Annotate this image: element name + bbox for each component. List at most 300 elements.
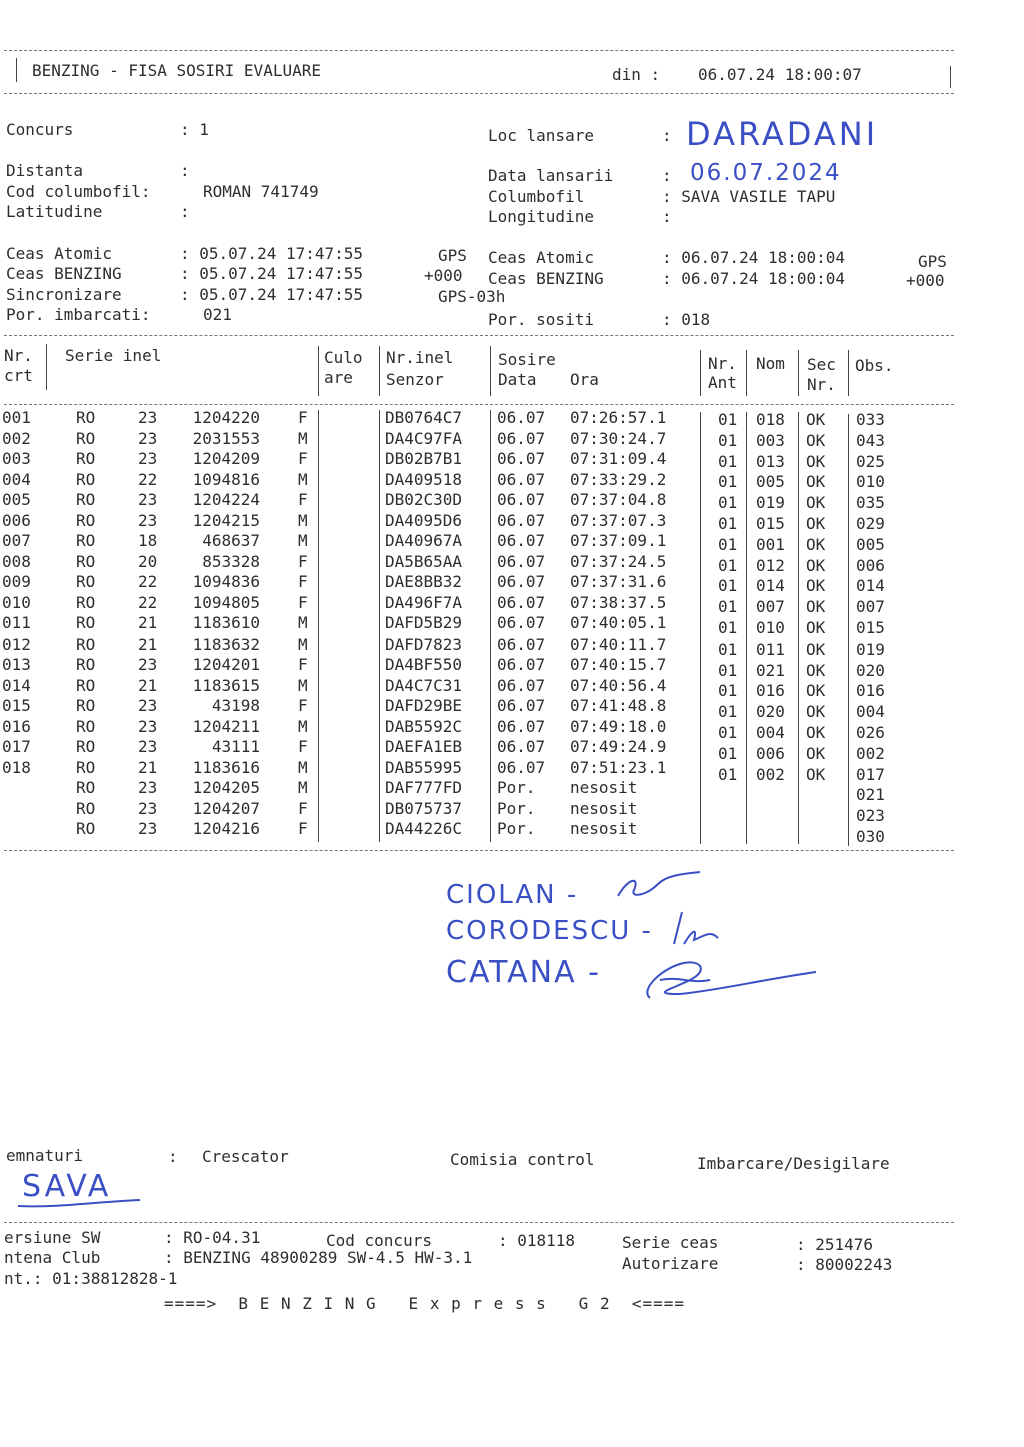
cell-nr-crt: 008 bbox=[2, 551, 31, 571]
commission-name-2: CORODESCU - bbox=[446, 916, 653, 946]
cell-time: nesosit bbox=[570, 798, 638, 818]
cell-time: 07:51:23.1 bbox=[570, 757, 667, 777]
table-top-rule bbox=[4, 335, 954, 336]
cell-sensor: DAFD5B29 bbox=[385, 613, 463, 632]
cell-ring-number: 1183610 bbox=[192, 613, 260, 632]
cell-nr-crt: 006 bbox=[2, 510, 31, 530]
benzing-brand-line: ====> B E N Z I N G E x p r e s s G 2 <==== bbox=[164, 1294, 686, 1313]
cell-antenna: 01 bbox=[718, 555, 738, 575]
por-imbarcati-label: Por. imbarcati: bbox=[6, 305, 151, 324]
cell-year: 23 bbox=[138, 408, 158, 427]
cell-date: 06.07 bbox=[497, 531, 546, 550]
cell-sec: OK bbox=[806, 702, 826, 722]
cell-year: 23 bbox=[138, 510, 158, 530]
ceas-atomic-left-suffix: GPS bbox=[438, 246, 467, 265]
cell-country: RO bbox=[76, 675, 96, 695]
cell-antenna: 01 bbox=[718, 618, 738, 637]
cell-obs: 017 bbox=[856, 764, 885, 784]
cell-nom: 007 bbox=[756, 597, 785, 617]
cell-sex: M bbox=[298, 716, 308, 736]
table-header-rule bbox=[4, 404, 954, 405]
cell-year: 22 bbox=[138, 572, 158, 591]
cell-country: RO bbox=[76, 469, 96, 489]
col-divider bbox=[379, 346, 380, 396]
cell-obs: 015 bbox=[856, 618, 885, 637]
signature-mark-2 bbox=[664, 904, 734, 954]
cell-nr-crt: 014 bbox=[2, 675, 31, 695]
cell-sex: F bbox=[298, 551, 308, 571]
cell-obs: 030 bbox=[856, 827, 885, 846]
cell-nr-crt: 009 bbox=[2, 572, 31, 591]
cell-date: 06.07 bbox=[497, 428, 546, 448]
cell-time: nesosit bbox=[570, 819, 638, 838]
cell-date: 06.07 bbox=[497, 675, 546, 695]
antena-club-value: : BENZING 48900289 SW-4.5 HW-3.1 bbox=[164, 1248, 473, 1267]
cell-sex: M bbox=[298, 757, 308, 777]
col-culoare-header-1: Culo bbox=[324, 348, 363, 367]
cell-sex: M bbox=[298, 613, 308, 632]
cell-antenna: 01 bbox=[718, 534, 738, 554]
cell-time: 07:37:31.6 bbox=[570, 572, 667, 591]
cell-year: 23 bbox=[138, 778, 158, 797]
table-bottom-rule bbox=[4, 850, 954, 851]
cell-date: 06.07 bbox=[497, 469, 546, 489]
cell-time: 07:38:37.5 bbox=[570, 592, 667, 612]
footer-rule bbox=[4, 1222, 954, 1223]
cell-sensor: DA4095D6 bbox=[385, 510, 463, 530]
signature-mark-1 bbox=[610, 868, 720, 908]
cell-country: RO bbox=[76, 592, 96, 612]
cell-ring-number: 1094836 bbox=[192, 572, 260, 591]
cell-year: 22 bbox=[138, 469, 158, 489]
cell-sex: F bbox=[298, 490, 308, 509]
cell-time: 07:40:15.7 bbox=[570, 655, 667, 674]
cell-year: 23 bbox=[138, 449, 158, 468]
cell-antenna: 01 bbox=[718, 514, 738, 533]
loc-lansare-colon: : bbox=[662, 126, 672, 145]
cell-obs: 004 bbox=[856, 702, 885, 722]
cell-obs: 006 bbox=[856, 555, 885, 575]
cell-sec: OK bbox=[806, 681, 826, 701]
cell-sec: OK bbox=[806, 597, 826, 617]
col-divider bbox=[490, 410, 491, 842]
cell-sensor: DAFD29BE bbox=[385, 696, 463, 715]
cell-sex: F bbox=[298, 408, 308, 427]
col-obs-header: Obs. bbox=[855, 356, 894, 375]
cell-year: 21 bbox=[138, 634, 158, 654]
latitudine-value: : bbox=[180, 202, 190, 221]
cell-sec: OK bbox=[806, 451, 826, 471]
col-nom-header: Nom bbox=[756, 354, 785, 373]
data-lansarii-label: Data lansarii bbox=[488, 166, 614, 185]
crescator-signature: SAVA bbox=[22, 1169, 112, 1204]
latitudine-label: Latitudine bbox=[6, 202, 103, 221]
cell-date: 06.07 bbox=[497, 408, 546, 427]
cell-nom: 016 bbox=[756, 681, 785, 701]
ceas-atomic-right-label: Ceas Atomic bbox=[488, 248, 594, 267]
cell-country: RO bbox=[76, 716, 96, 736]
cell-country: RO bbox=[76, 634, 96, 654]
cell-sensor: DAB5592C bbox=[385, 716, 463, 736]
signature-mark-3 bbox=[620, 950, 820, 1010]
cell-obs: 029 bbox=[856, 514, 885, 533]
cell-sec: OK bbox=[806, 660, 826, 680]
columbofil-label: Columbofil bbox=[488, 187, 585, 206]
cell-sensor: DAFD7823 bbox=[385, 634, 463, 654]
cell-nom: 004 bbox=[756, 723, 785, 742]
cell-year: 21 bbox=[138, 675, 158, 695]
cell-sex: F bbox=[298, 696, 308, 715]
cell-date: Por. bbox=[497, 798, 536, 818]
col-divider bbox=[379, 410, 380, 842]
cell-antenna: 01 bbox=[718, 702, 738, 722]
cell-date: 06.07 bbox=[497, 634, 546, 654]
cell-sensor: DB02C30D bbox=[385, 490, 463, 509]
cell-date: Por. bbox=[497, 819, 536, 838]
cell-sensor: DA5B65AA bbox=[385, 551, 463, 571]
header-rule bbox=[4, 93, 954, 94]
cell-time: 07:30:24.7 bbox=[570, 428, 667, 448]
longitudine-label: Longitudine bbox=[488, 207, 594, 226]
col-divider bbox=[848, 414, 849, 846]
crescator-label: Crescator bbox=[202, 1147, 289, 1166]
cell-date: 06.07 bbox=[497, 510, 546, 530]
cell-year: 23 bbox=[138, 428, 158, 448]
cell-sensor: DB075737 bbox=[385, 798, 463, 818]
cell-sec: OK bbox=[806, 723, 826, 742]
cell-country: RO bbox=[76, 531, 96, 550]
ceas-benzing-right-suffix: +000 bbox=[906, 271, 945, 290]
cell-nr-crt: 002 bbox=[2, 428, 31, 448]
commission-name-1: CIOLAN - bbox=[446, 880, 579, 910]
cell-date: 06.07 bbox=[497, 551, 546, 571]
sincronizare-suffix: GPS-03h bbox=[438, 287, 506, 306]
cell-time: 07:40:56.4 bbox=[570, 675, 667, 695]
ceas-benzing-right-value: : 06.07.24 18:00:04 bbox=[662, 269, 846, 288]
cell-nr-crt: 005 bbox=[2, 490, 31, 509]
por-sositi-label: Por. sositi bbox=[488, 310, 594, 329]
cell-antenna: 01 bbox=[718, 576, 738, 596]
cell-nr-crt: 015 bbox=[2, 696, 31, 715]
cell-nom: 020 bbox=[756, 702, 785, 722]
cell-antenna: 01 bbox=[718, 493, 738, 513]
cell-nr-crt: 007 bbox=[2, 531, 31, 550]
cell-sec: OK bbox=[806, 534, 826, 554]
col-divider bbox=[798, 350, 799, 396]
cell-nr-crt: 013 bbox=[2, 655, 31, 674]
cell-year: 23 bbox=[138, 798, 158, 818]
cell-sec: OK bbox=[806, 764, 826, 784]
col-nr-inel-header-2: Senzor bbox=[386, 370, 444, 389]
col-sec-header-2: Nr. bbox=[807, 375, 836, 394]
versiune-sw-label: ersiune SW bbox=[4, 1228, 101, 1247]
cell-year: 23 bbox=[138, 490, 158, 509]
cell-sex: F bbox=[298, 737, 308, 756]
document-title: BENZING - FISA SOSIRI EVALUARE bbox=[32, 61, 321, 80]
cell-sensor: DA496F7A bbox=[385, 592, 463, 612]
cell-antenna: 01 bbox=[718, 410, 738, 429]
sincronizare-label: Sincronizare bbox=[6, 285, 122, 304]
cell-country: RO bbox=[76, 798, 96, 818]
loc-lansare-label: Loc lansare bbox=[488, 126, 594, 145]
data-lansarii-colon: : bbox=[662, 166, 672, 185]
versiune-sw-value: : RO-04.31 bbox=[164, 1228, 261, 1247]
cell-nr-crt: 016 bbox=[2, 716, 31, 736]
cell-country: RO bbox=[76, 551, 96, 571]
cell-obs: 021 bbox=[856, 785, 885, 805]
col-divider bbox=[318, 346, 319, 396]
semnaturi-colon: : bbox=[168, 1147, 178, 1166]
concurs-value: : 1 bbox=[180, 120, 209, 139]
cell-date: 06.07 bbox=[497, 655, 546, 674]
col-divider bbox=[700, 350, 701, 396]
cell-sec: OK bbox=[806, 514, 826, 533]
commission-name-3: CATANA - bbox=[446, 955, 601, 990]
nt-line: nt.: 01:38812828-1 bbox=[4, 1269, 178, 1288]
cell-country: RO bbox=[76, 428, 96, 448]
cell-obs: 007 bbox=[856, 597, 885, 617]
cell-sex: F bbox=[298, 592, 308, 612]
cell-country: RO bbox=[76, 819, 96, 838]
cell-sensor: DA44226C bbox=[385, 819, 463, 838]
cell-nom: 015 bbox=[756, 514, 785, 533]
col-culoare-header-2: are bbox=[324, 368, 353, 387]
col-sosire-ora-header: Ora bbox=[570, 370, 599, 389]
cell-year: 23 bbox=[138, 716, 158, 736]
cell-antenna: 01 bbox=[718, 597, 738, 617]
cell-sensor: DA4C7C31 bbox=[385, 675, 463, 695]
cell-nom: 002 bbox=[756, 764, 785, 784]
cell-year: 23 bbox=[138, 737, 158, 756]
comisia-control-label: Comisia control bbox=[450, 1150, 595, 1169]
col-divider bbox=[798, 412, 799, 844]
cell-nom: 005 bbox=[756, 472, 785, 492]
header-right-bar bbox=[950, 66, 951, 88]
cell-country: RO bbox=[76, 696, 96, 715]
cell-sex: F bbox=[298, 819, 308, 838]
data-lansarii-handwritten: 06.07.2024 bbox=[690, 160, 842, 186]
cell-sensor: DAF777FD bbox=[385, 778, 463, 797]
cell-date: 06.07 bbox=[497, 696, 546, 715]
cell-country: RO bbox=[76, 737, 96, 756]
cell-ring-number: 1204201 bbox=[192, 655, 260, 674]
header-left-bar bbox=[16, 58, 17, 82]
cell-sensor: DAB55995 bbox=[385, 757, 463, 777]
concurs-label: Concurs bbox=[6, 120, 74, 139]
cell-time: 07:33:29.2 bbox=[570, 469, 667, 489]
cell-sex: F bbox=[298, 572, 308, 591]
ceas-atomic-left-label: Ceas Atomic bbox=[6, 244, 112, 263]
cell-obs: 043 bbox=[856, 430, 885, 450]
cell-ring-number: 1204209 bbox=[192, 449, 260, 468]
col-nr-crt-header-1: Nr. bbox=[4, 346, 33, 365]
cell-time: 07:40:05.1 bbox=[570, 613, 667, 632]
cell-nr-crt: 011 bbox=[2, 613, 31, 632]
ceas-benzing-left-value: : 05.07.24 17:47:55 bbox=[180, 264, 364, 283]
cell-sec: OK bbox=[806, 743, 826, 763]
cell-nr-crt: 017 bbox=[2, 737, 31, 756]
cell-sec: OK bbox=[806, 618, 826, 637]
cell-ring-number: 2031553 bbox=[192, 428, 260, 448]
cell-date: 06.07 bbox=[497, 449, 546, 468]
cell-nom: 011 bbox=[756, 639, 785, 659]
autorizare-label: Autorizare bbox=[622, 1254, 719, 1273]
cell-antenna: 01 bbox=[718, 743, 738, 763]
cell-date: 06.07 bbox=[497, 572, 546, 591]
cell-year: 22 bbox=[138, 592, 158, 612]
cell-date: 06.07 bbox=[497, 613, 546, 632]
cod-columbofil-value: ROMAN 741749 bbox=[203, 182, 319, 201]
cell-country: RO bbox=[76, 757, 96, 777]
col-nr-inel-header-1: Nr.inel bbox=[386, 348, 454, 367]
cell-time: 07:40:11.7 bbox=[570, 634, 667, 654]
cell-sensor: DB02B7B1 bbox=[385, 449, 463, 468]
cell-sensor: DA4BF550 bbox=[385, 655, 463, 674]
cell-nom: 018 bbox=[756, 410, 785, 429]
cell-year: 21 bbox=[138, 613, 158, 632]
cell-obs: 033 bbox=[856, 410, 885, 429]
cell-date: Por. bbox=[497, 778, 536, 797]
cell-nom: 014 bbox=[756, 576, 785, 596]
por-sositi-value: : 018 bbox=[662, 310, 711, 329]
col-divider bbox=[490, 346, 491, 396]
cell-sensor: DA40967A bbox=[385, 531, 463, 550]
cell-time: 07:49:18.0 bbox=[570, 716, 667, 736]
cod-columbofil-label: Cod columbofil: bbox=[6, 182, 151, 201]
cell-time: 07:37:04.8 bbox=[570, 490, 667, 509]
cell-sensor: DB0764C7 bbox=[385, 408, 463, 427]
cell-country: RO bbox=[76, 613, 96, 632]
cell-time: 07:37:09.1 bbox=[570, 531, 667, 550]
cell-country: RO bbox=[76, 408, 96, 427]
cell-nr-crt: 001 bbox=[2, 408, 31, 427]
cell-time: 07:37:24.5 bbox=[570, 551, 667, 571]
cell-ring-number: 1094805 bbox=[192, 592, 260, 612]
cell-sex: F bbox=[298, 449, 308, 468]
cell-ring-number: 1204216 bbox=[192, 819, 260, 838]
cell-year: 23 bbox=[138, 819, 158, 838]
col-nr-ant-header-2: Ant bbox=[708, 373, 737, 392]
cell-ring-number: 1204220 bbox=[192, 408, 260, 427]
cell-obs: 002 bbox=[856, 743, 885, 763]
cell-antenna: 01 bbox=[718, 451, 738, 471]
cell-sec: OK bbox=[806, 555, 826, 575]
cod-concurs-value: : 018118 bbox=[498, 1231, 576, 1250]
cell-nom: 019 bbox=[756, 493, 785, 513]
cell-time: 07:31:09.4 bbox=[570, 449, 667, 468]
cell-ring-number: 1183616 bbox=[192, 757, 260, 777]
cell-sensor: DAE8BB32 bbox=[385, 572, 463, 591]
cell-year: 18 bbox=[138, 531, 158, 550]
cell-country: RO bbox=[76, 572, 96, 591]
printed-on-label: din : bbox=[612, 65, 661, 84]
ceas-benzing-left-suffix: +000 bbox=[424, 266, 463, 285]
por-imbarcati-value: 021 bbox=[203, 305, 232, 324]
sincronizare-value: : 05.07.24 17:47:55 bbox=[180, 285, 364, 304]
cell-sec: OK bbox=[806, 430, 826, 450]
cell-sec: OK bbox=[806, 493, 826, 513]
col-sec-header-1: Sec bbox=[807, 355, 836, 374]
cell-time: nesosit bbox=[570, 778, 638, 797]
cell-obs: 010 bbox=[856, 472, 885, 492]
cell-date: 06.07 bbox=[497, 592, 546, 612]
cell-sec: OK bbox=[806, 472, 826, 492]
cell-ring-number: 1204224 bbox=[192, 490, 260, 509]
cell-obs: 023 bbox=[856, 806, 885, 826]
cell-antenna: 01 bbox=[718, 660, 738, 680]
ceas-benzing-left-label: Ceas BENZING bbox=[6, 264, 122, 283]
cell-obs: 020 bbox=[856, 660, 885, 680]
antena-club-label: ntena Club bbox=[4, 1248, 101, 1267]
imbarcare-label: Imbarcare/Desigilare bbox=[697, 1154, 890, 1173]
top-rule bbox=[4, 50, 954, 51]
cell-nom: 003 bbox=[756, 430, 785, 450]
cod-concurs-label: Cod concurs bbox=[326, 1231, 432, 1250]
cell-obs: 035 bbox=[856, 493, 885, 513]
serie-ceas-value: : 251476 bbox=[796, 1235, 874, 1254]
crescator-signature-underline bbox=[14, 1196, 144, 1212]
cell-nom: 010 bbox=[756, 618, 785, 637]
cell-obs: 014 bbox=[856, 576, 885, 596]
cell-time: 07:26:57.1 bbox=[570, 408, 667, 427]
cell-nom: 006 bbox=[756, 743, 785, 763]
cell-nr-crt: 003 bbox=[2, 449, 31, 468]
cell-obs: 026 bbox=[856, 723, 885, 742]
ceas-atomic-right-suffix: GPS bbox=[918, 252, 947, 271]
cell-sensor: DAEFA1EB bbox=[385, 737, 463, 756]
ceas-benzing-right-label: Ceas BENZING bbox=[488, 269, 604, 288]
cell-sec: OK bbox=[806, 576, 826, 596]
col-sosire-data-header: Data bbox=[498, 370, 537, 389]
col-sosire-header: Sosire bbox=[498, 350, 556, 369]
cell-sex: F bbox=[298, 655, 308, 674]
cell-obs: 019 bbox=[856, 639, 885, 659]
cell-antenna: 01 bbox=[718, 681, 738, 701]
cell-ring-number: 43111 bbox=[211, 737, 260, 756]
col-divider bbox=[848, 350, 849, 396]
distanta-value: : bbox=[180, 161, 190, 180]
cell-date: 06.07 bbox=[497, 737, 546, 756]
cell-ring-number: 1204205 bbox=[192, 778, 260, 797]
cell-sex: M bbox=[298, 634, 308, 654]
cell-sex: M bbox=[298, 428, 308, 448]
cell-obs: 005 bbox=[856, 534, 885, 554]
longitudine-value: : bbox=[662, 207, 672, 226]
ceas-atomic-left-value: : 05.07.24 17:47:55 bbox=[180, 244, 364, 263]
cell-ring-number: 468637 bbox=[202, 531, 260, 550]
cell-sex: M bbox=[298, 675, 308, 695]
cell-sec: OK bbox=[806, 410, 826, 429]
cell-sec: OK bbox=[806, 639, 826, 659]
cell-antenna: 01 bbox=[718, 723, 738, 742]
cell-ring-number: 1094816 bbox=[192, 469, 260, 489]
cell-sex: M bbox=[298, 778, 308, 797]
cell-antenna: 01 bbox=[718, 639, 738, 659]
cell-time: 07:49:24.9 bbox=[570, 737, 667, 756]
col-divider bbox=[746, 412, 747, 844]
col-divider bbox=[746, 350, 747, 396]
cell-sex: M bbox=[298, 531, 308, 550]
cell-antenna: 01 bbox=[718, 472, 738, 492]
cell-nom: 012 bbox=[756, 555, 785, 575]
cell-nr-crt: 012 bbox=[2, 634, 31, 654]
cell-year: 23 bbox=[138, 696, 158, 715]
loc-lansare-handwritten: DARADANI bbox=[686, 115, 879, 153]
cell-antenna: 01 bbox=[718, 430, 738, 450]
col-nr-crt-header-2: crt bbox=[4, 366, 33, 385]
cell-country: RO bbox=[76, 655, 96, 674]
cell-antenna: 01 bbox=[718, 764, 738, 784]
